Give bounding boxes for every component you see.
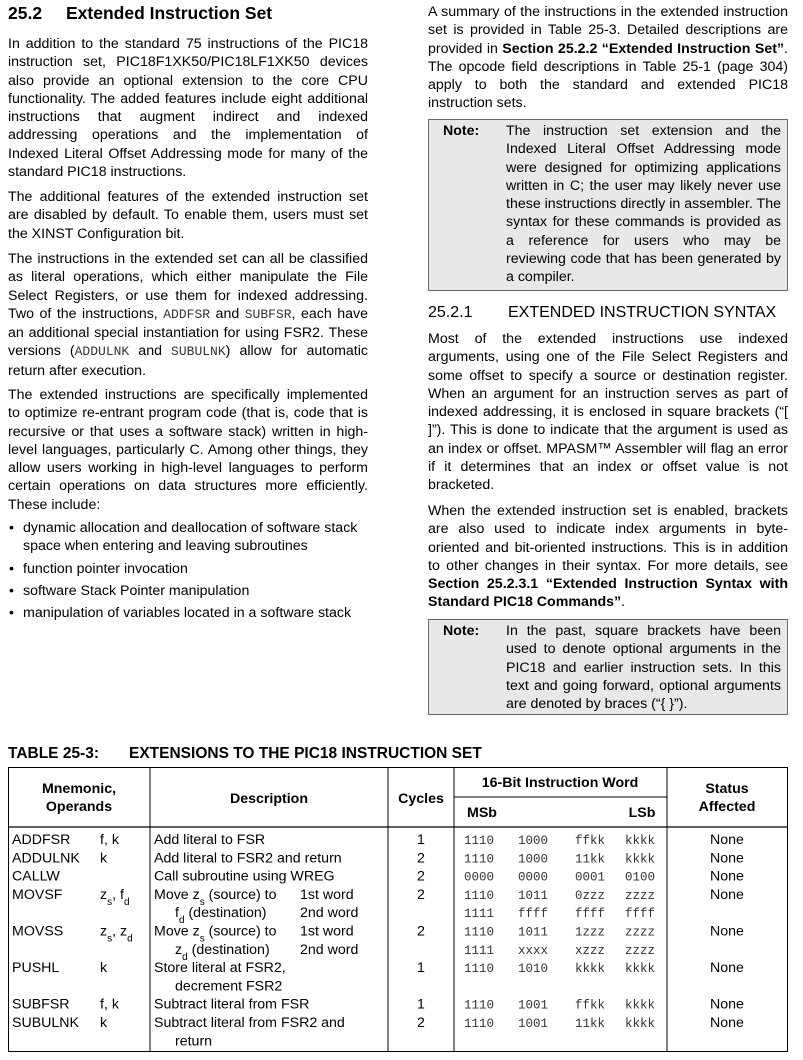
section-ref-link[interactable]: Section 25.2.2 “Extended Instruction Set” bbox=[502, 40, 785, 57]
description-cell: Subtract literal from FSR2 and bbox=[154, 1015, 345, 1031]
opcode-nibble: kkkk bbox=[575, 962, 606, 977]
opcode-nibble: ffkk bbox=[575, 834, 606, 848]
status-cell: None bbox=[710, 868, 744, 885]
table-row bbox=[12, 960, 744, 994]
opcode-nibble: 1001 bbox=[518, 1017, 549, 1031]
header-operands: Operands bbox=[45, 799, 113, 815]
word-position-label: 2nd word bbox=[300, 941, 359, 958]
table-row bbox=[12, 887, 744, 926]
opcode-nibble: 1110 bbox=[464, 962, 495, 977]
operands-cell: k bbox=[100, 960, 108, 977]
note-text: In the past, square brackets have been used to denote optional arguments in the PIC18 and earlier instruction sets. In this text and going forward, optional arguments are denoted by braces (“{ }”). bbox=[506, 623, 781, 713]
operands-cell: $z_s$, $f_d$ bbox=[100, 886, 130, 908]
summary-paragraph: A summary of the instructions in the extended instruction set is provided in Table 25-3. Detailed descriptions are provided in Section 25.2.2 “Extended Instruction Set”. The opcode field descriptions in Table 25-1 (page 304) apply to both the standard and extended PIC18 instruction sets. bbox=[428, 4, 788, 112]
status-cell: None bbox=[710, 832, 744, 848]
description-cell: Move $z_s$ (source) to bbox=[154, 886, 277, 908]
operands-cell: k bbox=[100, 850, 108, 867]
opcode-nibble: ffff bbox=[518, 907, 549, 922]
header-cycles: Cycles bbox=[398, 791, 444, 807]
status-cell: None bbox=[710, 886, 744, 903]
mnemonic-cell: SUBFSR bbox=[12, 996, 70, 1013]
opcode-nibble: kkkk bbox=[625, 998, 656, 1013]
note-text: The instruction set extension and the Indexed Literal Offset Addressing mode were designed for optimizing applications written in C; the user may likely never use these instructions directly in assembler. The syntax for these commands is provided as a reference for users who may be reviewing code that has been generated by a compiler. bbox=[506, 123, 781, 286]
header-description: Description bbox=[229, 791, 309, 807]
operands-cell: k bbox=[100, 1015, 108, 1031]
addfsr-code: ADDFSR bbox=[163, 306, 211, 322]
note-label: Note: bbox=[443, 623, 480, 639]
note-label: Note: bbox=[443, 123, 480, 139]
instruction-table bbox=[8, 767, 788, 1053]
opcode-nibble: 1110 bbox=[464, 998, 495, 1013]
opcode-nibble: 1000 bbox=[518, 834, 549, 848]
opcode-nibble: 1zzz bbox=[575, 925, 606, 940]
list-item: • software Stack Pointer manipulation bbox=[9, 582, 250, 599]
opcode-nibble: 11kk bbox=[575, 1017, 606, 1031]
word-position-label: 1st word bbox=[300, 886, 354, 903]
mnemonic-cell: CALLW bbox=[12, 868, 60, 885]
subsection-number: 25.2.1 bbox=[428, 304, 473, 321]
mnemonic-cell: ADDFSR bbox=[12, 832, 71, 848]
list-item: • manipulation of variables located in a software stack bbox=[9, 605, 352, 622]
opcode-nibble: 0000 bbox=[518, 870, 549, 885]
opcode-nibble: 1010 bbox=[518, 962, 549, 977]
cycles-cell: 2 bbox=[417, 886, 425, 903]
status-cell: None bbox=[710, 923, 744, 940]
subfsr-code: SUBFSR bbox=[244, 306, 292, 322]
addulnk-code: ADDULNK bbox=[74, 344, 130, 360]
opcode-nibble: 1110 bbox=[464, 925, 495, 940]
operands-cell: f, k bbox=[100, 832, 119, 848]
brackets-paragraph: When the extended instruction set is enabled, brackets are also used to indicate index arguments in byte-oriented and bit-oriented instructions. This is in addition to other changes in their syntax. For more details, see Section 25.2.3.1 “Extended Instruction Syntax with Standard PIC18 Commands”. bbox=[428, 503, 788, 611]
opcode-nibble: 1110 bbox=[464, 888, 495, 903]
mnemonic-cell: SUBULNK bbox=[12, 1015, 80, 1031]
table-row bbox=[12, 850, 744, 866]
cycles-cell: 2 bbox=[417, 1015, 425, 1031]
cycles-cell: 2 bbox=[417, 868, 425, 885]
subsection-heading bbox=[428, 304, 776, 322]
opcode-nibble: 0zzz bbox=[575, 888, 606, 903]
operands-cell: $z_s$, $z_d$ bbox=[100, 923, 133, 944]
cycles-cell: 1 bbox=[417, 960, 425, 977]
note-box bbox=[428, 119, 788, 291]
opcode-nibble: zzzz bbox=[625, 943, 656, 958]
description-cell: Move $z_s$ (source) to bbox=[154, 923, 277, 944]
mnemonic-cell: MOVSF bbox=[12, 886, 63, 903]
opcode-nibble: kkkk bbox=[625, 962, 656, 977]
opcode-nibble: 0100 bbox=[625, 870, 656, 885]
header-affected: Affected bbox=[698, 799, 756, 815]
mnemonic-cell: PUSHL bbox=[12, 960, 60, 977]
table-row bbox=[12, 869, 744, 885]
literal-ops-paragraph: The instructions in the extended set can all be classified as literal operations, which either manipulate the File Select Registers, or use them for indexed addressing. Two of the instructions, ADDFSR and SUBFSR, each have an additional special instantiation for using FSR2. These versions (ADDULNK and SUBULNK) allow for automatic return after execution. bbox=[8, 251, 369, 379]
opcode-nibble: 1011 bbox=[518, 925, 549, 940]
opcode-nibble: 1110 bbox=[464, 1017, 495, 1031]
note-box bbox=[428, 619, 788, 715]
header-instruction-word: 16-Bit Instruction Word bbox=[481, 775, 639, 791]
opcode-nibble: zzzz bbox=[625, 925, 656, 940]
intro-paragraph: In addition to the standard 75 instructions of the PIC18 instruction set, PIC18F1XK50/PIC18LF1XK50 devices also provide an optional extension to the core CPU functionality. The added features include eight additional instructions that augment indirect and indexed addressing operations and the implementation of Indexed Literal Offset Addressing mode for many of the standard PIC18 instructions. bbox=[8, 36, 368, 181]
section-ref-link[interactable]: Section 25.2.3.1 “Extended Instruction Syntax with Standard PIC18 Commands” bbox=[428, 576, 788, 611]
xinst-paragraph: The additional features of the extended instruction set are disabled by default. To enable them, users must set the XINST Configuration bit. bbox=[8, 189, 368, 242]
word-position-label: 2nd word bbox=[300, 905, 359, 922]
description-cell: Store literal at FSR2, bbox=[154, 960, 286, 977]
section-number: 25.2 bbox=[8, 3, 43, 23]
opcode-nibble: ffff bbox=[625, 907, 656, 922]
description-cell: decrement FSR2 bbox=[175, 978, 283, 995]
table-title: EXTENSIONS TO THE PIC18 INSTRUCTION SET bbox=[129, 745, 482, 762]
opcode-nibble: kkkk bbox=[625, 834, 656, 848]
opcode-nibble: kkkk bbox=[625, 1017, 656, 1031]
opcode-nibble: xzzz bbox=[575, 943, 606, 958]
operands-cell: f, k bbox=[100, 996, 119, 1013]
description-cell: $f_d$ (destination) bbox=[175, 905, 267, 926]
opcode-nibble: 1110 bbox=[464, 852, 495, 867]
reentrant-paragraph: The extended instructions are specifically implemented to optimize re-entrant program code (that is, code that is recursive or that uses a software stack) written in high-level languages, particularly C. Among other things, they allow users working in high-level languages to perform certain operations on data structures more efficiently. These include: bbox=[8, 387, 368, 513]
mnemonic-cell: MOVSS bbox=[12, 923, 64, 940]
bullet-icon: • bbox=[9, 560, 14, 577]
opcode-nibble: 1011 bbox=[518, 888, 549, 903]
opcode-nibble: ffff bbox=[575, 907, 606, 922]
table-grid bbox=[8, 767, 788, 1052]
table-body bbox=[12, 832, 744, 1049]
opcode-nibble: 0000 bbox=[464, 870, 495, 885]
description-cell: Call subroutine using WREG bbox=[154, 868, 335, 885]
header-mnemonic: Mnemonic, bbox=[41, 781, 117, 797]
opcode-nibble: 1111 bbox=[464, 943, 495, 958]
syntax-paragraph: Most of the extended instructions use indexed arguments, using one of the File Select Registers and some offset to specify a source or destination register. When an argument for an instruction serves as part of indexed addressing, it is enclosed in square brackets (“[ ]”). This is done to indicate that the argument is used as an index or offset. MPASM™ Assembler will flag an error if it determines that an index or offset value is not bracketed. bbox=[428, 331, 788, 494]
opcode-nibble: 1000 bbox=[518, 852, 549, 867]
opcode-nibble: 1111 bbox=[464, 907, 495, 922]
table-row bbox=[12, 1015, 744, 1049]
table-row bbox=[12, 997, 744, 1013]
header-status: Status bbox=[705, 781, 749, 797]
cycles-cell: 1 bbox=[417, 996, 425, 1013]
subsection-title: EXTENDED INSTRUCTION SYNTAX bbox=[508, 304, 777, 321]
cycles-cell: 2 bbox=[417, 850, 425, 867]
header-lsb: LSb bbox=[628, 805, 656, 821]
section-heading bbox=[8, 3, 272, 24]
status-cell: None bbox=[710, 850, 744, 867]
table-header bbox=[42, 775, 755, 821]
subulnk-code: SUBULNK bbox=[171, 344, 226, 360]
opcode-nibble: 1001 bbox=[518, 998, 549, 1013]
table-caption bbox=[8, 745, 482, 763]
opcode-nibble: ffkk bbox=[575, 998, 606, 1013]
section-title: Extended Instruction Set bbox=[66, 3, 273, 23]
table-number: TABLE 25-3: bbox=[8, 745, 100, 762]
description-cell: Add literal to FSR2 and return bbox=[154, 850, 342, 867]
list-item: • function pointer invocation bbox=[9, 560, 188, 577]
bullet-icon: • bbox=[9, 582, 14, 599]
list-item: • dynamic allocation and deallocation of software stack space when entering and leaving subroutines bbox=[9, 520, 358, 555]
opcode-nibble: xxxx bbox=[518, 943, 549, 958]
bullet-icon: • bbox=[9, 520, 14, 536]
opcode-nibble: 1110 bbox=[464, 834, 495, 848]
mnemonic-cell: ADDULNK bbox=[12, 850, 80, 867]
description-cell: Subtract literal from FSR bbox=[154, 996, 310, 1013]
description-cell: return bbox=[175, 1033, 213, 1050]
table-row bbox=[12, 832, 744, 848]
opcode-nibble: zzzz bbox=[625, 888, 656, 903]
status-cell: None bbox=[710, 960, 744, 977]
description-cell: Add literal to FSR bbox=[154, 832, 266, 848]
features-list bbox=[8, 519, 368, 626]
status-cell: None bbox=[710, 1015, 744, 1031]
opcode-nibble: 11kk bbox=[575, 852, 606, 867]
bullet-icon: • bbox=[9, 605, 14, 622]
status-cell: None bbox=[710, 996, 744, 1013]
cycles-cell: 2 bbox=[417, 923, 425, 940]
header-msb: MSb bbox=[467, 805, 497, 821]
opcode-nibble: 0001 bbox=[575, 870, 606, 885]
word-position-label: 1st word bbox=[300, 923, 354, 940]
table-row bbox=[12, 924, 744, 963]
cycles-cell: 1 bbox=[417, 832, 425, 848]
description-cell: $z_d$ (destination) bbox=[175, 941, 270, 963]
opcode-nibble: kkkk bbox=[625, 852, 656, 867]
